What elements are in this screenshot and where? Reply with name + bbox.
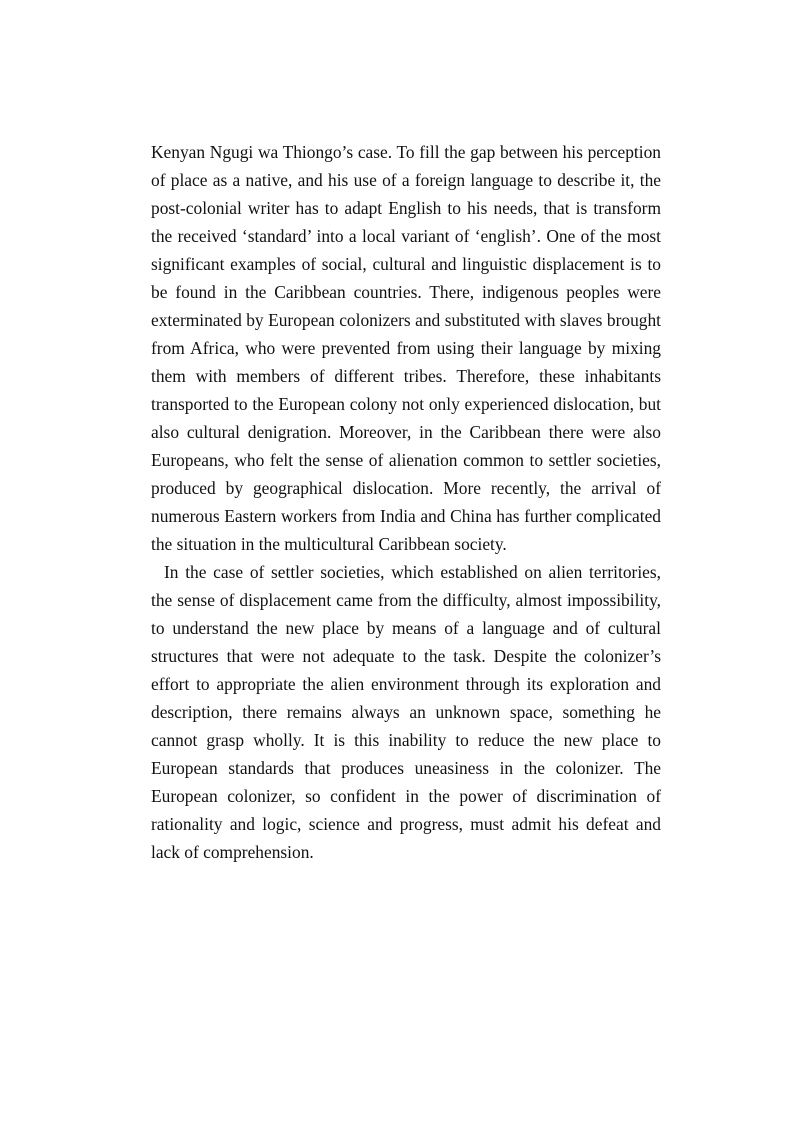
paragraph-1: Kenyan Ngugi wa Thiongo’s case. To fill the gap between his perception of place as a native, and his use of a foreign language to describe it, the post-colonial writer has to adapt English to his needs, that is transform the received ‘standard’ into a local variant of ‘english’. One of the most significant examples of social, cultural and linguistic displacement is to be found in the Caribbean countries. There, indigenous peoples were exterminated by European colonizers and substituted with slaves brought from Africa, who were prevented from using their language by mixing them with members of different tribes. Therefore, these inhabitants transported to the European colony not only experienced dislocation, but also cultural denigration. Moreover, in the Caribbean there were also Europeans, who felt the sense of alienation common to settler societies, produced by geographical dislocation. More recently, the arrival of numerous Eastern workers from India and China has further complicated the situation in the multicultural Caribbean society. <box>151 142 661 554</box>
body-text <box>151 138 661 866</box>
paragraph-2: In the case of settler societies, which established on alien territories, the sense of displacement came from the difficulty, almost impossibility, to understand the new place by means of a language and of cultural structures that were not adequate to the task. Despite the colonizer’s effort to appropriate the alien environment through its exploration and description, there remains always an unknown space, something he cannot grasp wholly. It is this inability to reduce the new place to European standards that produces uneasiness in the colonizer. The European colonizer, so confident in the power of discrimination of rationality and logic, science and progress, must admit his defeat and lack of comprehension. <box>151 562 661 862</box>
